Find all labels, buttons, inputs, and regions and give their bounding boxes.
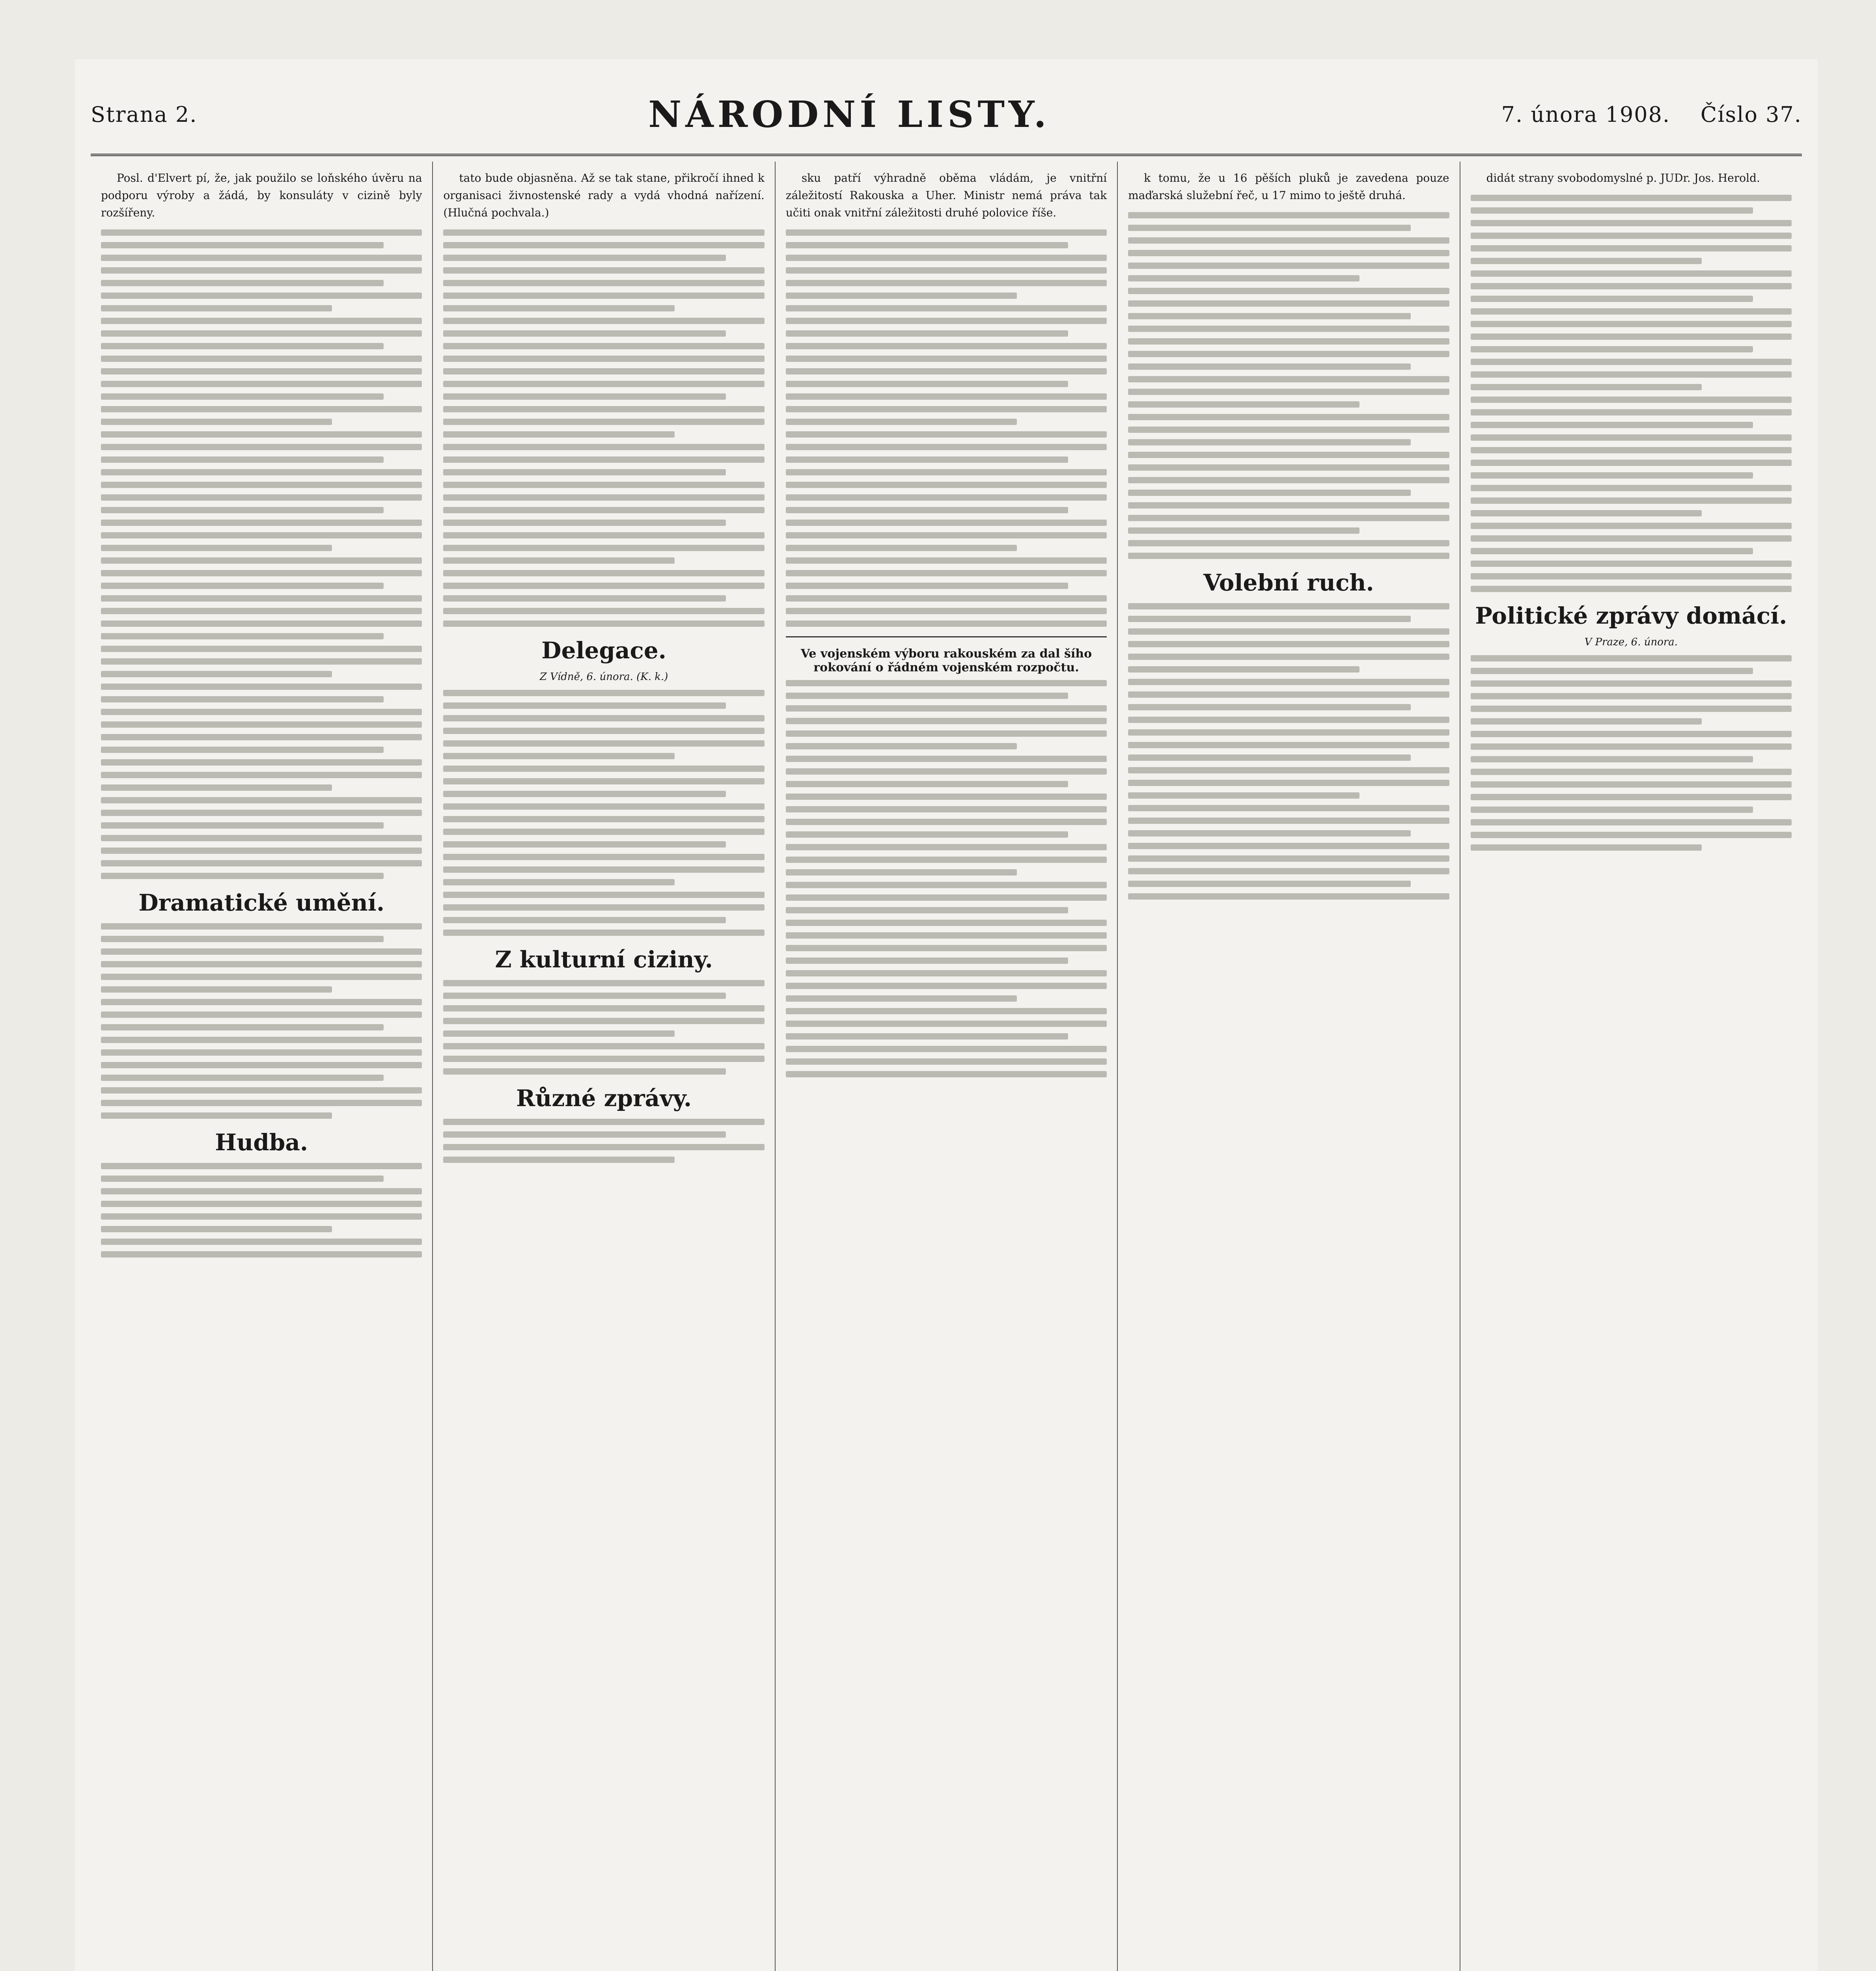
text-block xyxy=(1128,603,1449,900)
text-block xyxy=(443,690,764,936)
section-divider xyxy=(786,636,1107,637)
section-dateline: Z Vídně, 6. února. (K. k.) xyxy=(539,671,668,683)
column-2 xyxy=(433,162,775,1971)
section-heading: Politické zprávy domácí. xyxy=(1475,602,1787,629)
text-block xyxy=(443,229,764,627)
column-2-lead: tato bude objasněna. Až se tak stane, přikročí ihned k organisaci živnostenské rady a vydá vhodná nařízení. (Hlučná pochvala.) xyxy=(443,171,765,219)
column-5 xyxy=(1460,162,1802,1971)
issue-number: Číslo 37. xyxy=(1700,102,1802,127)
issue-date: 7. února 1908. xyxy=(1501,102,1671,127)
newspaper-page xyxy=(75,59,1818,1971)
section-dateline: V Praze, 6. února. xyxy=(1584,636,1678,648)
text-block xyxy=(101,229,422,879)
section-heading: Z kulturní ciziny. xyxy=(495,946,713,973)
column-3-lead: sku patří výhradně oběma vládám, je vnitřní záležitostí Rakouska a Uher. Ministr nemá práva tak učiti onak vnitřní záležitosti druhé polovice říše. xyxy=(785,171,1107,219)
text-block xyxy=(1471,195,1792,592)
text-block xyxy=(786,229,1107,627)
columns xyxy=(91,162,1802,1971)
section-heading: Volební ruch. xyxy=(1203,569,1374,596)
section-heading: Různé zprávy. xyxy=(516,1085,692,1112)
section-subheading: Ve vojenském výboru rakouském za dal šího rokování o řádném vojenském rozpočtu. xyxy=(800,647,1092,674)
text-block xyxy=(443,980,764,1075)
text-block xyxy=(1128,212,1449,559)
column-4-lead: k tomu, že u 16 pěších pluků je zavedena pouze maďarská služební řeč, u 17 mimo to ještě druhá. xyxy=(1128,171,1449,202)
section-heading: Dramatické umění. xyxy=(138,889,385,916)
page-label: Strana 2. xyxy=(91,102,198,127)
text-block xyxy=(443,1119,764,1163)
text-block xyxy=(786,680,1107,1077)
issue-info xyxy=(1501,102,1802,127)
column-3 xyxy=(776,162,1118,1971)
text-block xyxy=(1471,655,1792,851)
column-1-lead: Posl. d'Elvert pí, že, jak použilo se loňského úvěru na podporu výroby a žádá, by konsuláty v cizině byly rozšířeny. xyxy=(101,171,422,219)
section-heading: Delegace. xyxy=(541,637,666,664)
section-heading: Hudba. xyxy=(215,1129,308,1156)
column-5-lead: didát strany svobodomyslné p. JUDr. Jos. Herold. xyxy=(1486,171,1760,184)
newspaper-title: NÁRODNÍ LISTY. xyxy=(648,93,1050,136)
column-1 xyxy=(91,162,433,1971)
text-block xyxy=(101,1163,422,1257)
text-block xyxy=(101,923,422,1119)
masthead xyxy=(91,75,1802,156)
column-4 xyxy=(1118,162,1460,1971)
